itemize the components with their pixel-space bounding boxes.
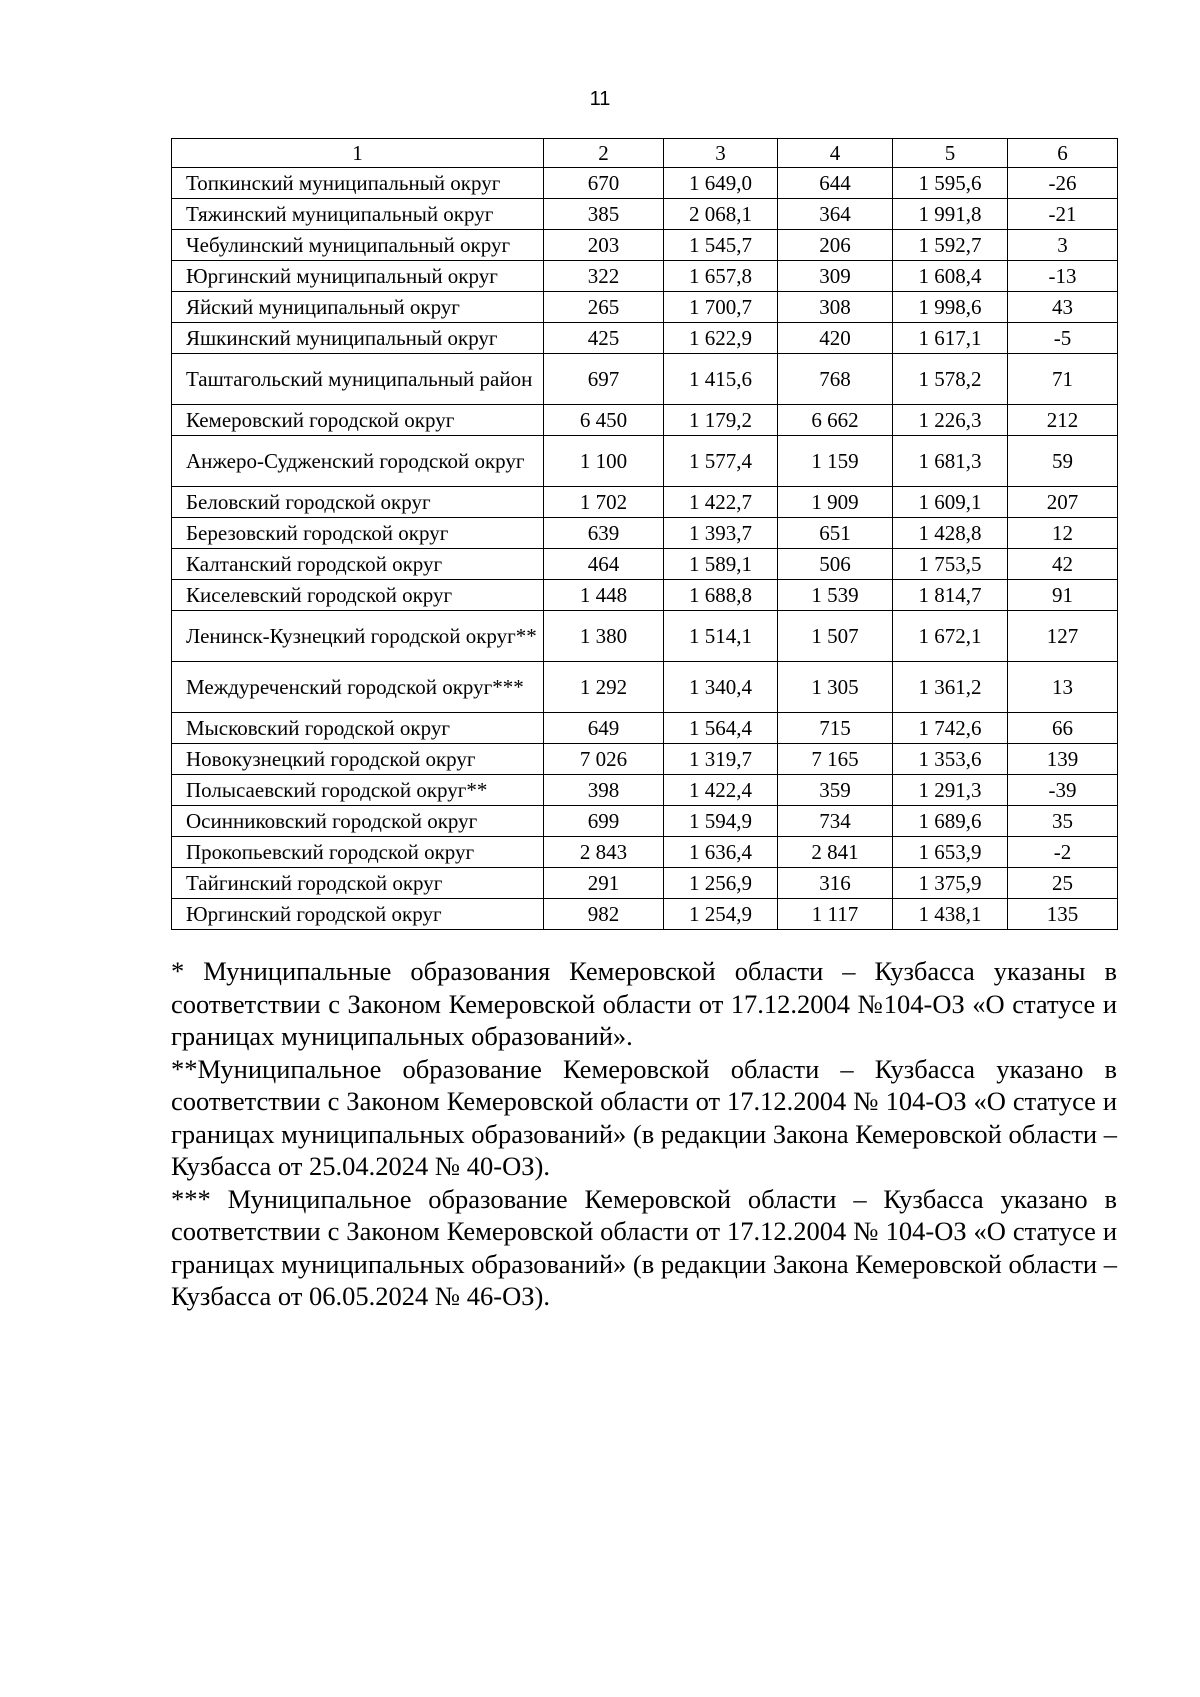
value-cell: 206	[778, 230, 893, 261]
column-header: 2	[544, 139, 664, 168]
value-cell: 1 353,6	[893, 744, 1008, 775]
table-row	[172, 775, 1118, 806]
value-cell: 309	[778, 261, 893, 292]
value-cell: 1 422,4	[664, 775, 778, 806]
table-row	[172, 549, 1118, 580]
table-row	[172, 899, 1118, 930]
value-cell: 1 617,1	[893, 323, 1008, 354]
value-cell: 2 068,1	[664, 199, 778, 230]
value-cell: 1 226,3	[893, 405, 1008, 436]
value-cell: 71	[1008, 354, 1118, 405]
value-cell: -39	[1008, 775, 1118, 806]
value-cell: 1 753,5	[893, 549, 1008, 580]
value-cell: 207	[1008, 487, 1118, 518]
value-cell: 66	[1008, 713, 1118, 744]
value-cell: 1 415,6	[664, 354, 778, 405]
table-row	[172, 168, 1118, 199]
municipality-name-cell: Междуреченский городской округ***	[172, 662, 544, 713]
value-cell: 3	[1008, 230, 1118, 261]
value-cell: 398	[544, 775, 664, 806]
table-row	[172, 323, 1118, 354]
value-cell: 1 448	[544, 580, 664, 611]
value-cell: 1 393,7	[664, 518, 778, 549]
value-cell: 1 305	[778, 662, 893, 713]
footnote: *** Муниципальное образование Кемеровской области – Кузбасса указано в соответствии с Законом Кемеровской области от 17.12.2004 № 104-ОЗ «О статусе и границах муниципальных образований» (в редакции Закона Кемеровской области – Кузбасса от 06.05.2024 № 46-ОЗ).	[171, 1183, 1117, 1311]
table-body	[172, 168, 1118, 930]
value-cell: 316	[778, 868, 893, 899]
value-cell: 651	[778, 518, 893, 549]
table-header-row	[172, 139, 1118, 168]
municipality-name-cell: Яшкинский муниципальный округ	[172, 323, 544, 354]
value-cell: 1 564,4	[664, 713, 778, 744]
municipality-name-cell: Кемеровский городской округ	[172, 405, 544, 436]
column-header: 1	[172, 139, 544, 168]
value-cell: -26	[1008, 168, 1118, 199]
table-row	[172, 611, 1118, 662]
table-row	[172, 261, 1118, 292]
footnote: **Муниципальное образование Кемеровской области – Кузбасса указано в соответствии с Законом Кемеровской области от 17.12.2004 № 104-ОЗ «О статусе и границах муниципальных образований» (в редакции Закона Кемеровской области – Кузбасса от 25.04.2024 № 40-ОЗ).	[171, 1053, 1117, 1181]
value-cell: 135	[1008, 899, 1118, 930]
value-cell: 1 117	[778, 899, 893, 930]
value-cell: 1 159	[778, 436, 893, 487]
value-cell: 59	[1008, 436, 1118, 487]
value-cell: 1 814,7	[893, 580, 1008, 611]
value-cell: 203	[544, 230, 664, 261]
municipality-name-cell: Юргинский муниципальный округ	[172, 261, 544, 292]
table-row	[172, 354, 1118, 405]
value-cell: 35	[1008, 806, 1118, 837]
value-cell: 734	[778, 806, 893, 837]
value-cell: 1 636,4	[664, 837, 778, 868]
value-cell: 91	[1008, 580, 1118, 611]
table-row	[172, 744, 1118, 775]
value-cell: 1 672,1	[893, 611, 1008, 662]
value-cell: 1 578,2	[893, 354, 1008, 405]
table-row	[172, 806, 1118, 837]
value-cell: 1 608,4	[893, 261, 1008, 292]
value-cell: 715	[778, 713, 893, 744]
value-cell: 1 742,6	[893, 713, 1008, 744]
value-cell: 7 026	[544, 744, 664, 775]
municipality-name-cell: Анжеро-Судженский городской округ	[172, 436, 544, 487]
column-header: 4	[778, 139, 893, 168]
value-cell: 1 577,4	[664, 436, 778, 487]
table-row	[172, 713, 1118, 744]
municipality-name-cell: Чебулинский муниципальный округ	[172, 230, 544, 261]
value-cell: 1 998,6	[893, 292, 1008, 323]
value-cell: 1 700,7	[664, 292, 778, 323]
value-cell: 1 256,9	[664, 868, 778, 899]
municipality-name-cell: Яйский муниципальный округ	[172, 292, 544, 323]
value-cell: 425	[544, 323, 664, 354]
value-cell: 1 380	[544, 611, 664, 662]
value-cell: 291	[544, 868, 664, 899]
value-cell: 212	[1008, 405, 1118, 436]
value-cell: 1 909	[778, 487, 893, 518]
table-row	[172, 580, 1118, 611]
value-cell: 464	[544, 549, 664, 580]
footnote: * Муниципальные образования Кемеровской области – Кузбасса указаны в соответствии с Законом Кемеровской области от 17.12.2004 №104-ОЗ «О статусе и границах муниципальных образований».	[171, 956, 1117, 1051]
page-number: 11	[589, 88, 611, 110]
value-cell: 1 319,7	[664, 744, 778, 775]
table-row	[172, 292, 1118, 323]
value-cell: 506	[778, 549, 893, 580]
value-cell: 420	[778, 323, 893, 354]
value-cell: 697	[544, 354, 664, 405]
value-cell: 385	[544, 199, 664, 230]
value-cell: 670	[544, 168, 664, 199]
value-cell: -5	[1008, 323, 1118, 354]
column-header: 5	[893, 139, 1008, 168]
value-cell: 12	[1008, 518, 1118, 549]
value-cell: 2 843	[544, 837, 664, 868]
value-cell: -21	[1008, 199, 1118, 230]
value-cell: 1 595,6	[893, 168, 1008, 199]
table-row	[172, 436, 1118, 487]
value-cell: 127	[1008, 611, 1118, 662]
value-cell: 1 609,1	[893, 487, 1008, 518]
value-cell: -13	[1008, 261, 1118, 292]
municipality-name-cell: Полысаевский городской округ**	[172, 775, 544, 806]
value-cell: 1 594,9	[664, 806, 778, 837]
value-cell: 359	[778, 775, 893, 806]
value-cell: 364	[778, 199, 893, 230]
municipality-name-cell: Тяжинский муниципальный округ	[172, 199, 544, 230]
value-cell: 1 702	[544, 487, 664, 518]
value-cell: 1 254,9	[664, 899, 778, 930]
value-cell: 1 428,8	[893, 518, 1008, 549]
value-cell: 1 292	[544, 662, 664, 713]
value-cell: 768	[778, 354, 893, 405]
value-cell: 6 450	[544, 405, 664, 436]
value-cell: 1 689,6	[893, 806, 1008, 837]
value-cell: 1 592,7	[893, 230, 1008, 261]
municipality-name-cell: Киселевский городской округ	[172, 580, 544, 611]
value-cell: 2 841	[778, 837, 893, 868]
municipality-name-cell: Прокопьевский городской округ	[172, 837, 544, 868]
value-cell: 1 507	[778, 611, 893, 662]
value-cell: 1 375,9	[893, 868, 1008, 899]
municipality-name-cell: Ленинск-Кузнецкий городской округ**	[172, 611, 544, 662]
table-row	[172, 487, 1118, 518]
value-cell: 1 340,4	[664, 662, 778, 713]
column-header: 6	[1008, 139, 1118, 168]
municipality-name-cell: Калтанский городской округ	[172, 549, 544, 580]
value-cell: 43	[1008, 292, 1118, 323]
footnotes	[171, 955, 1117, 1313]
value-cell: 13	[1008, 662, 1118, 713]
value-cell: 1 657,8	[664, 261, 778, 292]
municipality-name-cell: Юргинский городской округ	[172, 899, 544, 930]
value-cell: 982	[544, 899, 664, 930]
column-header: 3	[664, 139, 778, 168]
value-cell: 699	[544, 806, 664, 837]
value-cell: 42	[1008, 549, 1118, 580]
value-cell: 322	[544, 261, 664, 292]
value-cell: -2	[1008, 837, 1118, 868]
value-cell: 1 649,0	[664, 168, 778, 199]
municipality-name-cell: Таштагольский муниципальный район	[172, 354, 544, 405]
municipality-name-cell: Осинниковский городской округ	[172, 806, 544, 837]
value-cell: 1 179,2	[664, 405, 778, 436]
value-cell: 7 165	[778, 744, 893, 775]
value-cell: 308	[778, 292, 893, 323]
municipality-name-cell: Тайгинский городской округ	[172, 868, 544, 899]
value-cell: 1 361,2	[893, 662, 1008, 713]
municipality-name-cell: Березовский городской округ	[172, 518, 544, 549]
value-cell: 649	[544, 713, 664, 744]
value-cell: 1 539	[778, 580, 893, 611]
data-table	[171, 138, 1118, 930]
value-cell: 1 514,1	[664, 611, 778, 662]
municipality-name-cell: Новокузнецкий городской округ	[172, 744, 544, 775]
value-cell: 1 991,8	[893, 199, 1008, 230]
value-cell: 1 589,1	[664, 549, 778, 580]
table-row	[172, 662, 1118, 713]
value-cell: 1 422,7	[664, 487, 778, 518]
municipality-name-cell: Мысковский городской округ	[172, 713, 544, 744]
municipality-name-cell: Беловский городской округ	[172, 487, 544, 518]
value-cell: 639	[544, 518, 664, 549]
table-row	[172, 230, 1118, 261]
value-cell: 139	[1008, 744, 1118, 775]
value-cell: 265	[544, 292, 664, 323]
value-cell: 1 681,3	[893, 436, 1008, 487]
municipality-name-cell: Топкинский муниципальный округ	[172, 168, 544, 199]
value-cell: 25	[1008, 868, 1118, 899]
table-row	[172, 199, 1118, 230]
table-row	[172, 837, 1118, 868]
table-row	[172, 518, 1118, 549]
value-cell: 1 653,9	[893, 837, 1008, 868]
value-cell: 1 438,1	[893, 899, 1008, 930]
value-cell: 1 291,3	[893, 775, 1008, 806]
value-cell: 644	[778, 168, 893, 199]
value-cell: 6 662	[778, 405, 893, 436]
table-row	[172, 868, 1118, 899]
value-cell: 1 100	[544, 436, 664, 487]
value-cell: 1 545,7	[664, 230, 778, 261]
value-cell: 1 622,9	[664, 323, 778, 354]
value-cell: 1 688,8	[664, 580, 778, 611]
table-row	[172, 405, 1118, 436]
